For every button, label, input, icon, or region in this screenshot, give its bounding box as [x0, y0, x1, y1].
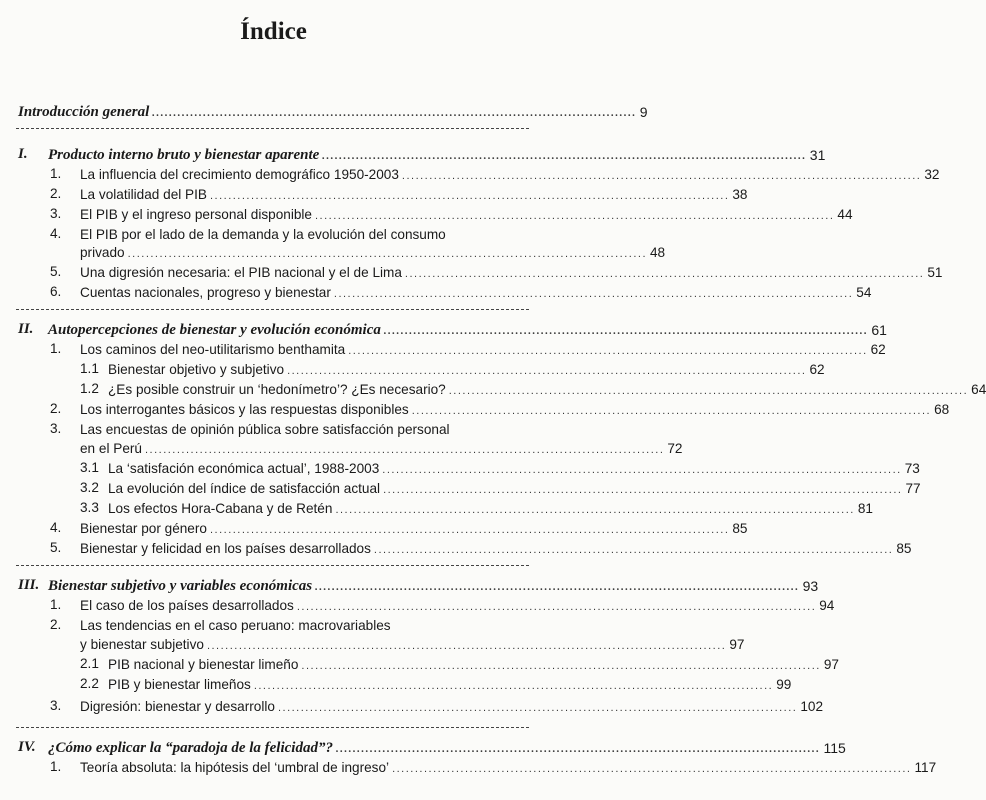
toc-page-number: 99	[776, 677, 792, 692]
leader-dots: ..................................................................................................................	[301, 660, 821, 672]
item-number: 6.	[50, 284, 62, 299]
item-title: El caso de los países desarrollados	[80, 598, 294, 613]
item-title: Digresión: bienestar y desarrollo	[80, 699, 275, 714]
item-number: 2.2	[80, 676, 99, 691]
toc-page-number: 93	[802, 578, 819, 594]
toc-item[interactable]	[50, 183, 748, 203]
toc-item-continuation[interactable]	[80, 437, 683, 457]
item-number: 1.1	[80, 361, 99, 376]
section-title: Producto interno bruto y bienestar aparente	[48, 147, 320, 163]
toc-item[interactable]	[50, 338, 886, 358]
leader-dots: ..................................................................................................................	[383, 484, 903, 496]
toc-page-number: 51	[927, 265, 943, 280]
toc-item[interactable]	[50, 594, 835, 614]
toc-item[interactable]	[50, 695, 824, 715]
leader-dots: ..................................................................................................................	[392, 763, 912, 775]
leader-dots: ..................................................................................................................	[314, 210, 835, 222]
section-title: Bienestar subjetivo y variables económicas	[48, 578, 313, 594]
toc-page-number: 81	[857, 501, 873, 516]
leader-dots: ..................................................................................................................	[335, 743, 821, 755]
toc-page-number: 61	[871, 322, 887, 338]
toc-item[interactable]	[50, 614, 528, 634]
leader-dots: ..................................................................................................................	[127, 248, 647, 260]
toc-page-number: 44	[837, 207, 853, 222]
toc-page-number: 72	[667, 441, 683, 456]
leader-dots: ..................................................................................................................	[315, 581, 800, 593]
item-title: PIB y bienestar limeños	[108, 677, 251, 692]
item-title-continuation: privado	[80, 245, 125, 260]
item-title: Bienestar y felicidad en los países desarrollados	[80, 541, 371, 556]
toc-page-number: 73	[904, 461, 920, 476]
toc-section-1[interactable]	[18, 143, 826, 163]
item-number: 2.	[50, 186, 62, 201]
divider	[16, 727, 529, 728]
toc-subitem[interactable]	[80, 378, 986, 398]
leader-dots: ..................................................................................................................	[296, 601, 817, 613]
item-number: 3.1	[80, 460, 99, 475]
toc-item[interactable]	[50, 398, 950, 418]
toc-page-number: 102	[800, 699, 824, 714]
item-number: 5.	[50, 540, 62, 555]
item-number: 5.	[50, 264, 62, 279]
toc-item-continuation[interactable]	[80, 633, 745, 653]
item-number: 4.	[50, 520, 62, 535]
leader-dots: ..................................................................................................................	[348, 345, 868, 357]
item-title: La influencia del crecimiento demográfico 1950-2003	[80, 167, 399, 182]
leader-dots: ..................................................................................................................	[209, 190, 730, 202]
item-number: 1.2	[80, 381, 99, 396]
toc-section-2[interactable]	[18, 318, 887, 338]
section-number: III.	[18, 577, 40, 593]
item-number: 2.	[50, 401, 62, 416]
toc-page-number: 85	[896, 541, 912, 556]
section-title: Autopercepciones de bienestar y evolución económica	[48, 322, 381, 338]
item-number: 1.	[50, 341, 62, 356]
item-title: La evolución del índice de satisfacción actual	[108, 481, 381, 496]
leader-dots: ..................................................................................................................	[335, 504, 855, 516]
item-title: El PIB y el ingreso personal disponible	[80, 207, 312, 222]
toc-page-number: 85	[732, 521, 748, 536]
toc-section-3[interactable]	[18, 574, 819, 594]
toc-item[interactable]	[50, 418, 528, 438]
toc-subitem[interactable]	[80, 673, 792, 693]
item-number: 3.3	[80, 500, 99, 515]
divider	[16, 128, 529, 129]
toc-subitem[interactable]	[80, 477, 921, 497]
toc-item[interactable]	[50, 517, 748, 537]
toc-item[interactable]	[50, 281, 872, 301]
leader-dots: ..................................................................................................................	[373, 544, 894, 556]
leader-dots: ..................................................................................................................	[411, 405, 932, 417]
leader-dots: ..................................................................................................................	[253, 680, 774, 692]
leader-dots: ..................................................................................................................	[144, 444, 665, 456]
toc-page-number: 62	[809, 362, 825, 377]
leader-dots: ..................................................................................................................	[209, 524, 730, 536]
divider	[16, 309, 529, 310]
item-number: 3.2	[80, 480, 99, 495]
item-number: 3.	[50, 421, 62, 436]
leader-dots: ..................................................................................................................	[404, 268, 925, 280]
toc-item[interactable]	[50, 223, 528, 243]
leader-dots: ..................................................................................................................	[287, 365, 807, 377]
toc-page-number: 97	[823, 657, 839, 672]
item-title: Teoría absoluta: la hipótesis del ‘umbral de ingreso’	[80, 760, 390, 775]
item-title: Los interrogantes básicos y las respuestas disponibles	[80, 402, 409, 417]
item-number: 1.	[50, 759, 62, 774]
section-number: II.	[18, 321, 34, 337]
toc-page-number: 77	[905, 481, 921, 496]
leader-dots: ..................................................................................................................	[448, 385, 969, 397]
item-title: La volatilidad del PIB	[80, 187, 207, 202]
item-title: La ‘satisfación económica actual’, 1988-2003	[108, 461, 380, 476]
toc-item[interactable]	[50, 203, 853, 223]
divider	[16, 565, 529, 566]
item-number: 2.	[50, 617, 62, 632]
toc-page-number: 38	[732, 187, 748, 202]
toc-section-4[interactable]	[18, 736, 846, 756]
toc-page-number: 68	[934, 402, 950, 417]
page-title: Índice	[240, 18, 307, 45]
item-title: PIB nacional y bienestar limeño	[108, 657, 299, 672]
section-number: IV.	[18, 739, 36, 755]
toc-page-number: 94	[819, 598, 835, 613]
toc-page-number: 48	[650, 245, 666, 260]
toc-page-number: 117	[914, 760, 937, 775]
item-title-continuation: y bienestar subjetivo	[80, 637, 204, 652]
item-title: ¿Es posible construir un ‘hedonímetro’? ¿Es necesario?	[108, 382, 446, 397]
toc-subitem[interactable]	[80, 457, 920, 477]
leader-dots: ..................................................................................................................	[152, 107, 637, 119]
toc-page-number: 32	[924, 167, 940, 182]
toc-item[interactable]	[50, 537, 912, 557]
toc-page-number: 62	[870, 342, 886, 357]
leader-dots: ..................................................................................................................	[322, 150, 807, 162]
item-number: 3.	[50, 206, 62, 221]
item-title: Cuentas nacionales, progreso y bienestar	[80, 285, 331, 300]
toc-intro-title: Introducción general	[18, 104, 150, 120]
item-title: El PIB por el lado de la demanda y la evolución del consumo	[80, 227, 446, 242]
toc-item[interactable]	[50, 756, 937, 776]
item-title-continuation: en el Perú	[80, 441, 142, 456]
item-title: Los caminos del neo-utilitarismo benthamita	[80, 342, 346, 357]
item-title: Las encuestas de opinión pública sobre satisfacción personal	[80, 422, 450, 437]
toc-page-number: 64	[971, 382, 986, 397]
toc-intro[interactable]	[18, 100, 648, 120]
toc-page-number: 115	[823, 740, 846, 756]
leader-dots: ..................................................................................................................	[277, 702, 798, 714]
item-title: Una digresión necesaria: el PIB nacional y el de Lima	[80, 265, 402, 280]
toc-page-number: 54	[856, 285, 872, 300]
item-number: 2.1	[80, 656, 99, 671]
leader-dots: ..................................................................................................................	[382, 464, 902, 476]
leader-dots: ..................................................................................................................	[383, 325, 869, 337]
toc-subitem[interactable]	[80, 358, 825, 378]
item-number: 1.	[50, 166, 62, 181]
item-number: 3.	[50, 698, 62, 713]
item-title: Los efectos Hora-Cabana y de Retén	[108, 501, 333, 516]
section-title: ¿Cómo explicar la “paradoja de la felicidad”?	[48, 740, 333, 756]
toc-item-continuation[interactable]	[80, 241, 666, 261]
toc-subitem[interactable]	[80, 497, 873, 517]
leader-dots: ..................................................................................................................	[333, 288, 854, 300]
item-title: Bienestar por género	[80, 521, 207, 536]
toc-subitem[interactable]	[80, 653, 839, 673]
toc-page-number: 31	[809, 147, 826, 163]
toc-item[interactable]	[50, 163, 940, 183]
section-number: I.	[18, 146, 28, 162]
toc-item[interactable]	[50, 261, 943, 281]
item-number: 1.	[50, 597, 62, 612]
leader-dots: ..................................................................................................................	[206, 640, 727, 652]
item-number: 4.	[50, 226, 62, 241]
toc-page-number: 9	[639, 104, 648, 120]
item-title: Las tendencias en el caso peruano: macrovariables	[80, 618, 391, 633]
item-title: Bienestar objetivo y subjetivo	[108, 362, 285, 377]
leader-dots: ..................................................................................................................	[401, 170, 922, 182]
toc-page-number: 97	[729, 637, 745, 652]
